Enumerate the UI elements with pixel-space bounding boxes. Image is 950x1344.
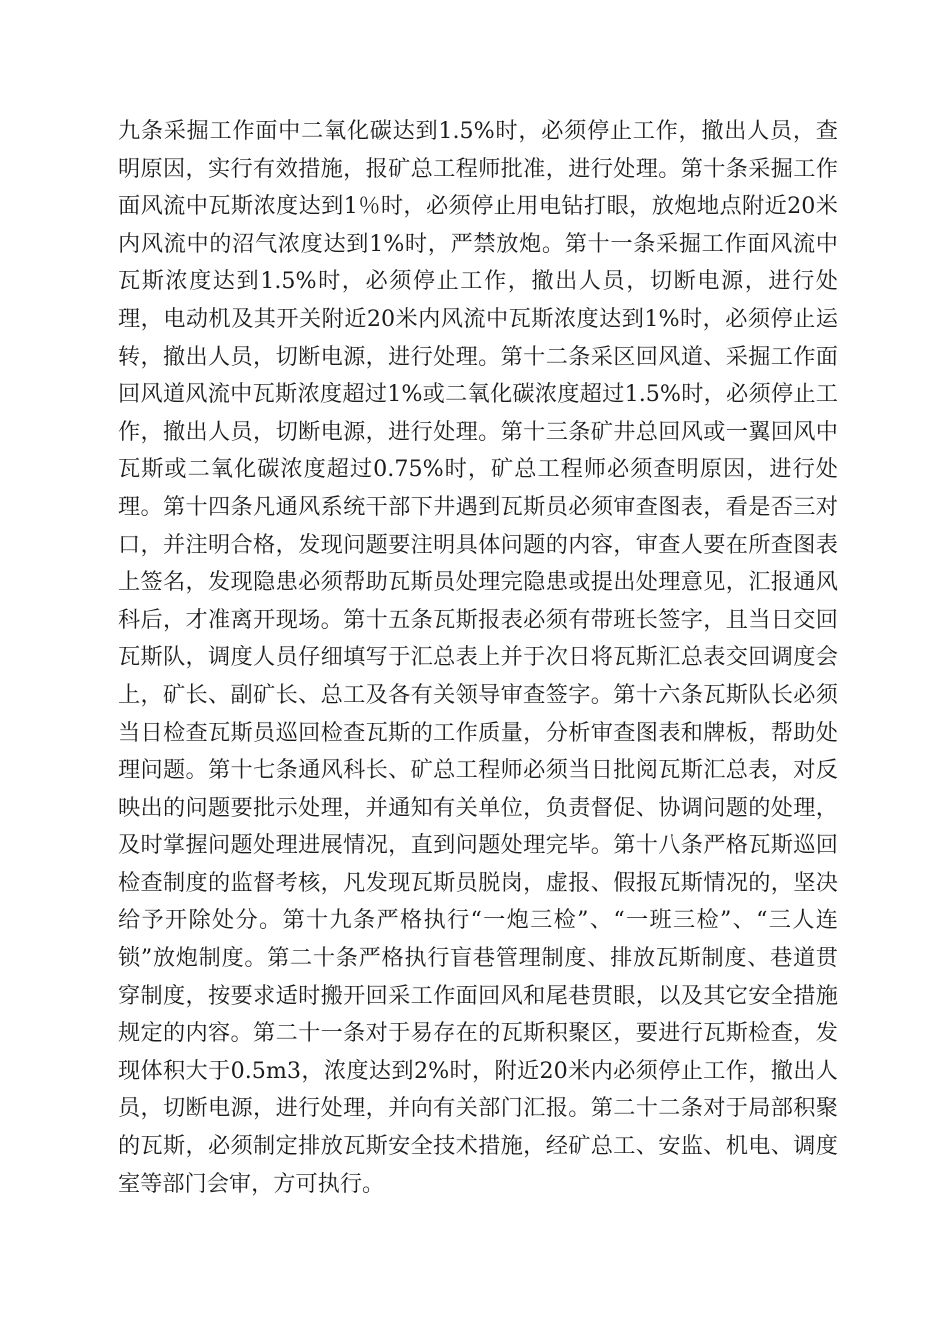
body-paragraph: 九条采掘工作面中二氧化碳达到1.5%时，必须停止工作，撤出人员，查明原因，实行有效措施，报矿总工程师批准，进行处理。第十条采掘工作面风流中瓦斯浓度达到1％时，必须停止用电钻打眼，放炮地点附近20米内风流中的沼气浓度达到1%时，严禁放炮。第十一条采掘工作面风流中瓦斯浓度达到1.5%时，必须停止工作，撤出人员，切断电源，进行处理，电动机及其开关附近20米内风流中瓦斯浓度达到1%时，必须停止运转，撤出人员，切断电源，进行处理。第十二条采区回风道、采掘工作面回风道风流中瓦斯浓度超过1%或二氧化碳浓度超过1.5%时，必须停止工作，撤出人员，切断电源，进行处理。第十三条矿井总回风或一翼回风中瓦斯或二氧化碳浓度超过0.75%时，矿总工程师必须查明原因，进行处理。第十四条凡通风系统干部下井遇到瓦斯员必须审查图表，看是否三对口，并注明合格，发现问题要注明具体问题的内容，审查人要在所查图表上签名，发现隐患必须帮助瓦斯员处理完隐患或提出处理意见，汇报通风科后，才准离开现场。第十五条瓦斯报表必须有带班长签字，且当日交回瓦斯队，调度人员仔细填写于汇总表上并于次日将瓦斯汇总表交回调度会上，矿长、副矿长、总工及各有关领导审查签字。第十六条瓦斯队长必须当日检查瓦斯员巡回检查瓦斯的工作质量，分析审查图表和牌板，帮助处理问题。第十七条通风科长、矿总工程师必须当日批阅瓦斯汇总表，对反映出的问题要批示处理，并通知有关单位，负责督促、协调问题的处理，及时掌握问题处理进展情况，直到问题处理完毕。第十八条严格瓦斯巡回检查制度的监督考核，凡发现瓦斯员脱岗，虚报、假报瓦斯情况的，坚决给予开除处分。第十九条严格执行“一炮三检”、“一班三检”、“三人连锁”放炮制度。第二十条严格执行盲巷管理制度、排放瓦斯制度、巷道贯穿制度，按要求适时搬开回采工作面回风和尾巷贯眼，以及其它安全措施规定的内容。第二十一条对于易存在的瓦斯积聚区，要进行瓦斯检查，发现体积大于0.5m3，浓度达到2%时，附近20米内必须停止工作，撤出人员，切断电源，进行处理，并向有关部门汇报。第二十二条对于局部积聚的瓦斯，必须制定排放瓦斯安全技术措施，经矿总工、安监、机电、调度室等部门会审，方可执行。 xyxy=(118,118,838,1197)
